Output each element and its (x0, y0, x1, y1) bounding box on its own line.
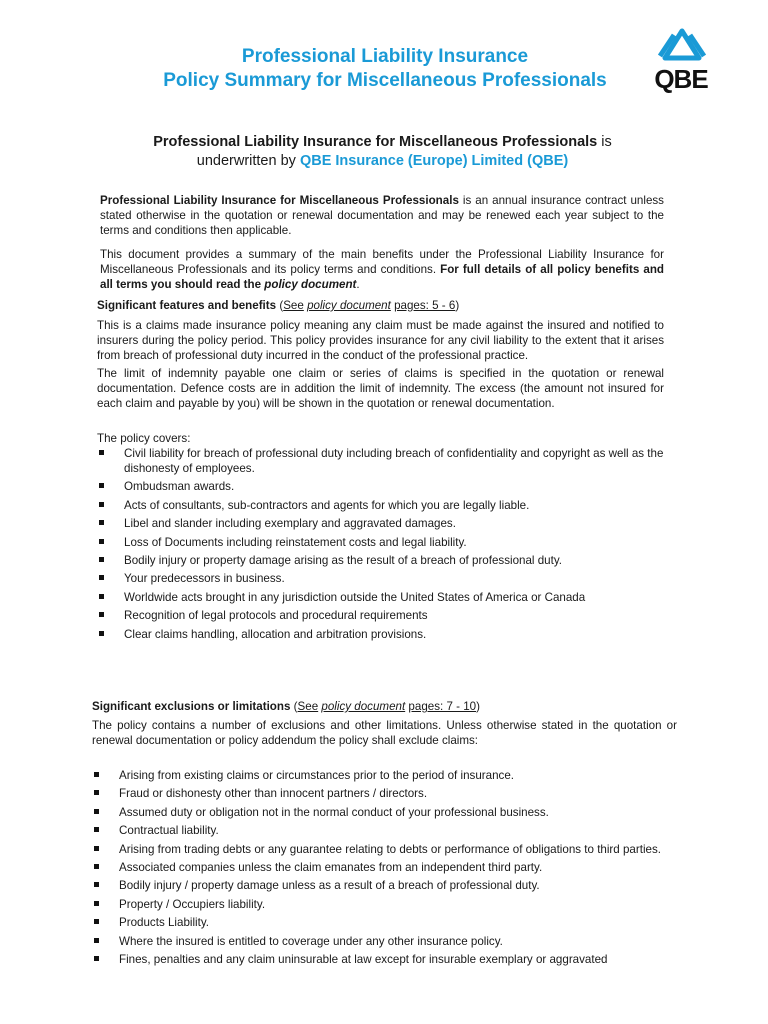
covers-intro: The policy covers: (97, 432, 191, 445)
list-item: Loss of Documents including reinstatement costs and legal liability. (97, 535, 664, 550)
subheading-product: Professional Liability Insurance for Miscellaneous Professionals (153, 134, 598, 150)
subheading (100, 133, 665, 171)
list-item: Bodily injury / property damage unless as a result of a breach of professional duty. (92, 878, 677, 893)
list-item: Civil liability for breach of professional duty including breach of confidentiality and copyright as well as the dishonesty of employees. (97, 446, 664, 476)
list-item: Arising from trading debts or any guarantee relating to debts or performance of obligations to third parties. (92, 842, 677, 857)
list-item: Fraud or dishonesty other than innocent partners / directors. (92, 786, 677, 801)
exclusions-heading-line (92, 699, 677, 714)
exclusions-list (92, 768, 677, 967)
list-item: Clear claims handling, allocation and arbitration provisions. (97, 627, 664, 642)
list-item: Ombudsman awards. (97, 479, 664, 494)
intro-paragraph-2 (100, 247, 664, 292)
qbe-logo-text: QBE (654, 64, 708, 94)
features-heading-line (97, 298, 664, 313)
document-title (130, 45, 640, 93)
exclusions-intro: The policy contains a number of exclusions and other limitations. Unless otherwise stated in the quotation or renewal documentation or policy addendum the policy shall exclude claims: (92, 719, 677, 747)
list-item: Acts of consultants, sub-contractors and agents for which you are legally liable. (97, 498, 664, 513)
exclusions-ref-open: ( (293, 700, 298, 713)
features-section (97, 298, 664, 645)
features-ref-close: ) (455, 299, 460, 312)
features-paragraph-1: This is a claims made insurance policy meaning any claim must be made against the insured and notified to insurers during the policy period. This policy provides insurance for any civil liability to the extent that it arises from breach of professional duty incurred in the conduct of the professional practice. (97, 319, 664, 362)
list-item: Fines, penalties and any claim uninsurable at law except for insurable exemplary or aggravated (92, 952, 677, 967)
title-line-1: Professional Liability Insurance (241, 46, 529, 67)
subheading-prefix: underwritten by (196, 153, 296, 169)
intro-text-1: is an annual insurance contract unless stated otherwise in the quotation or renewal documentation and may be renewed each year subject to the terms and conditions then applicable. (100, 194, 664, 237)
list-item: Your predecessors in business. (97, 571, 664, 586)
exclusions-ref-see: See (297, 700, 319, 713)
list-item: Assumed duty or obligation not in the normal conduct of your professional business. (92, 805, 677, 820)
list-item: Associated companies unless the claim emanates from an independent third party. (92, 860, 677, 875)
intro-paragraph-1 (100, 193, 664, 238)
exclusions-section (92, 699, 677, 970)
list-item: Contractual liability. (92, 823, 677, 838)
list-item: Bodily injury or property damage arising as the result of a breach of professional duty. (97, 553, 664, 568)
intro-bold-notice: For full details of all policy benefits and all terms you should read the (100, 263, 664, 291)
covers-list (97, 446, 664, 642)
features-heading: Significant features and benefits (97, 299, 277, 312)
intro-policy-doc: policy document (264, 278, 357, 291)
exclusions-ref-pages: pages: 7 - 10 (408, 700, 477, 713)
features-ref-see: See (283, 299, 304, 312)
intro-product-name: Professional Liability Insurance for Miscellaneous Professionals (100, 194, 459, 207)
features-ref-open: ( (279, 299, 284, 312)
list-item: Recognition of legal protocols and procedural requirements (97, 608, 664, 623)
features-ref-pages: pages: 5 - 6 (394, 299, 456, 312)
features-ref-doc: policy document (307, 299, 391, 312)
list-item: Libel and slander including exemplary and aggravated damages. (97, 516, 664, 531)
subheading-is: is (601, 134, 612, 150)
exclusions-ref-close: ) (476, 700, 480, 713)
list-item: Worldwide acts brought in any jurisdiction outside the United States of America or Canada (97, 590, 664, 605)
list-item: Where the insured is entitled to coverage under any other insurance policy. (92, 934, 677, 949)
underwriter-name: QBE Insurance (Europe) Limited (QBE) (299, 153, 569, 169)
title-line-2: Policy Summary for Miscellaneous Professionals (163, 70, 607, 91)
exclusions-heading: Significant exclusions or limitations (92, 700, 291, 713)
exclusions-ref-doc: policy document (321, 700, 406, 713)
intro-text-2: This document provides a summary of the main benefits under the Professional Liability Insurance for Miscellaneous Professionals and its policy terms and conditions. (100, 248, 664, 276)
list-item: Property / Occupiers liability. (92, 897, 677, 912)
intro-period: . (356, 278, 360, 291)
intro-section (100, 193, 664, 301)
list-item: Products Liability. (92, 915, 677, 930)
list-item: Arising from existing claims or circumstances prior to the period of insurance. (92, 768, 677, 783)
features-paragraph-2: The limit of indemnity payable one claim or series of claims is specified in the quotation or renewal documentation. Defence costs are in addition the limit of indemnity. The excess (the amount not insured for each claim and payable by you) will be shown in the quotation or renewal documentation. (97, 367, 664, 410)
